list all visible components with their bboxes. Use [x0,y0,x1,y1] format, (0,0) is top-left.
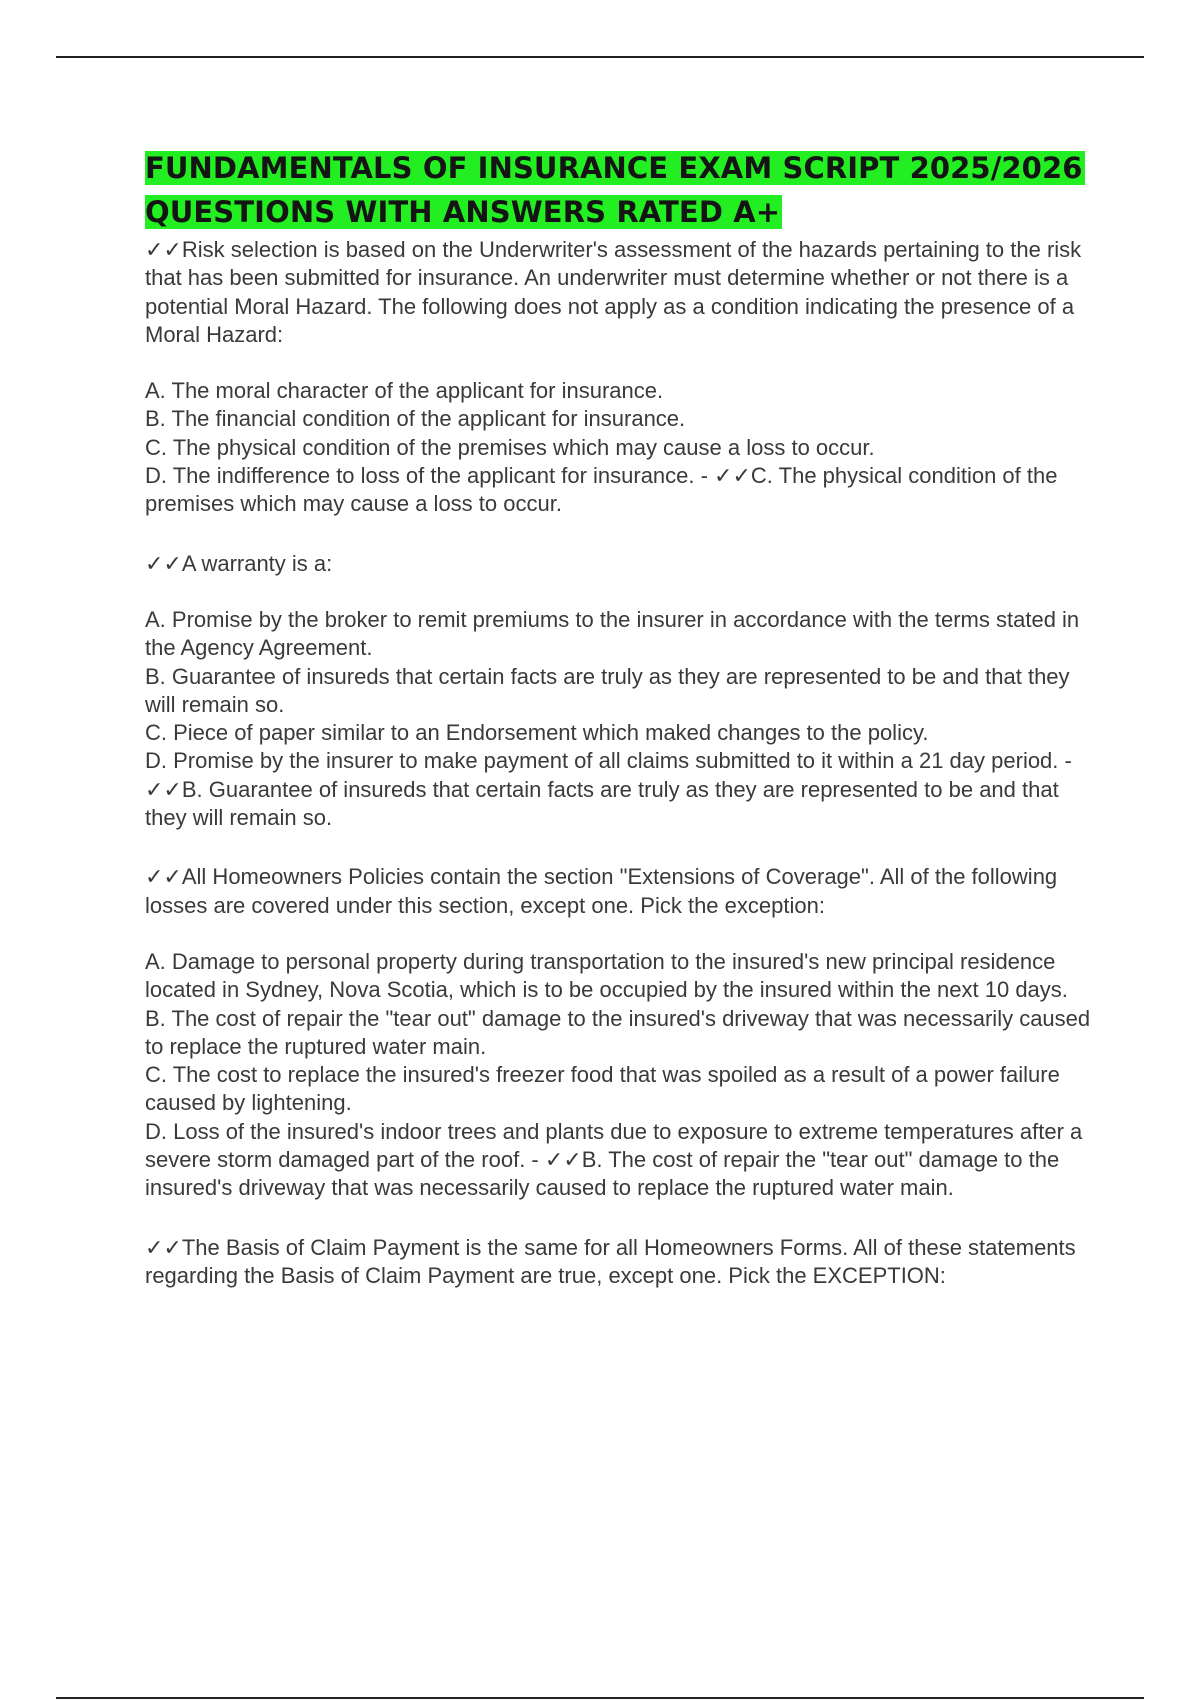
option-b: B. Guarantee of insureds that certain facts are truly as they are represented to be and that they will remain so. [145,663,1070,717]
top-rule [56,56,1144,58]
option-a: A. The moral character of the applicant for insurance. [145,378,664,404]
question-stem: ✓✓A warranty is a: [145,550,333,576]
option-c: C. Piece of paper similar to an Endorsement which maked changes to the policy. [145,720,929,746]
option-d-with-answer: D. Loss of the insured's indoor trees and plants due to exposure to extreme temperatures after a severe storm damaged part of the roof. - ✓✓B. The cost of repair the "tear out" damage to the insured's driveway that was necessarily caused to replace the ruptured water main. [145,1118,1083,1201]
option-b: B. The cost of repair the "tear out" damage to the insured's driveway that was necessarily caused to replace the ruptured water main. [145,1005,1091,1059]
bottom-rule [56,1697,1144,1699]
option-a: A. Promise by the broker to remit premiums to the insurer in accordance with the terms stated in the Agency Agreement. [145,606,1080,661]
option-a: A. Damage to personal property during transportation to the insured's new principal residence located in Sydney, Nova Scotia, which is to be occupied by the insured within the next 10 days. [145,948,1068,1003]
question-stem: ✓✓All Homeowners Policies contain the section "Extensions of Coverage". All of the following losses are covered under this section, except one. Pick the exception: [145,864,1058,918]
question-3 [145,863,1095,1202]
question-4 [145,1234,1095,1291]
option-d-with-answer: D. The indifference to loss of the applicant for insurance. - ✓✓C. The physical condition of the premises which may cause a loss to occur. [145,463,1058,517]
document-body [145,146,1095,1290]
option-c: C. The cost to replace the insured's freezer food that was spoiled as a result of a power failure caused by lightening. [145,1062,1060,1116]
question-2 [145,550,1095,833]
option-c: C. The physical condition of the premises which may cause a loss to occur. [145,434,875,460]
question-stem: ✓✓The Basis of Claim Payment is the same for all Homeowners Forms. All of these statements regarding the Basis of Claim Payment are true, except one. Pick the EXCEPTION: [145,1234,1076,1288]
option-b: B. The financial condition of the applicant for insurance. [145,406,686,432]
option-d-with-answer: D. Promise by the insurer to make payment of all claims submitted to it within a 21 day period. - ✓✓B. Guarantee of insureds that certain facts are truly as they are represented to be and that they will remain so. [145,748,1072,831]
question-stem: ✓✓Risk selection is based on the Underwriter's assessment of the hazards pertaining to the risk that has been submitted for insurance. An underwriter must determine whether or not there is a potential Moral Hazard. The following does not apply as a condition indicating the presence of a Moral Hazard: [145,237,1082,347]
document-title: FUNDAMENTALS OF INSURANCE EXAM SCRIPT 2025/2026 QUESTIONS WITH ANSWERS RATED A+ [145,151,1083,229]
question-1 [145,236,1095,519]
